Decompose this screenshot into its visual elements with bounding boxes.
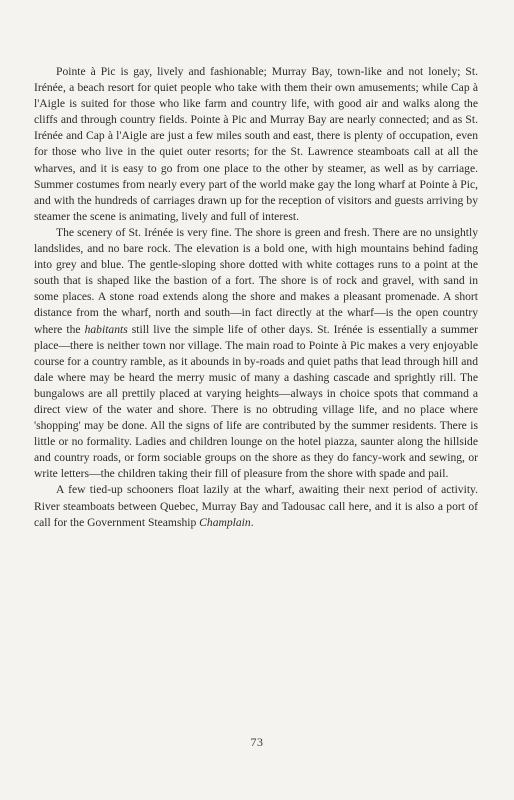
paragraph-2-italic-term: habitants	[84, 322, 128, 336]
page-number: 73	[250, 735, 264, 749]
paragraph-1-text: Pointe à Pic is gay, lively and fashionable; Murray Bay, town-like and not lonely; St. Irénée, a beach resort for quiet people who take with them their own amusements; while Cap à l'Aigle is suited for those who like farm and country life, with good air and walks along the cliffs and through country fields. Pointe à Pic and Murray Bay are nearly connected; and as St. Irénée and Cap à l'Aigle are just a few miles south and east, there is plenty of occupation, even for those who live in the quiet outer resorts; for the St. Lawrence steamboats call at all the wharves, and it is easy to go from one place to the other by steamer, as well as by carriage. Summer costumes from nearly every part of the world make gay the long wharf at Pointe à Pic, and with the hundreds of carriages drawn up for the reception of visitors and guests arriving by steamer the scene is animating, lively and full of interest.	[34, 65, 478, 223]
paragraph-2-text-start: The scenery of St. Irénée is very fine. The shore is green and fresh. There are no unsightly landslides, and no bare rock. The elevation is a bold one, with high mountains behind fading into grey and blue. The gentle-sloping shore dotted with white cottages runs to a point at the south that is shaped like the bastion of a fort. The shore is of rock and gravel, with sand in some places. A stone road extends along the shore and makes a pleasant promenade. A short distance from the wharf, north and south—in fact directly at the wharf—is the open country where the	[34, 225, 478, 336]
paragraph-3-text-end: .	[250, 515, 254, 529]
paragraph-3	[34, 482, 478, 530]
paragraph-3-text-start: A few tied-up schooners float lazily at the wharf, awaiting their next period of activity. River steamboats between Quebec, Murray Bay and Tadousac call here, and it is also a port of call for the Government Steamship	[34, 483, 478, 529]
paragraph-1	[34, 64, 478, 225]
paragraph-3-italic-ship-name: Champlain	[199, 515, 251, 529]
body-text	[34, 64, 478, 531]
paragraph-2-text-end: still live the simple life of other days. St. Irénée is essentially a summer place—there is neither town nor village. The main road to Pointe à Pic makes a very enjoyable course for a country ramble, as it abounds in by-roads and quiet paths that lead through hill and dale where may be heard the merry music of many a dashing cascade and sprightly rill. The bungalows are all prettily placed at varying heights—always in choice spots that command a direct view of the water and shore. There is no obtruding village life, and no place where 'shopping' may be done. All the signs of life are contributed by the summer residents. There is little or no formality. Ladies and children lounge on the hotel piazza, saunter along the hillside and country roads, or form sociable groups on the shore as they do fancy-work and sewing, or write letters—the children taking their fill of pleasure from the shore with spade and pail.	[34, 322, 478, 481]
paragraph-2	[34, 225, 478, 483]
